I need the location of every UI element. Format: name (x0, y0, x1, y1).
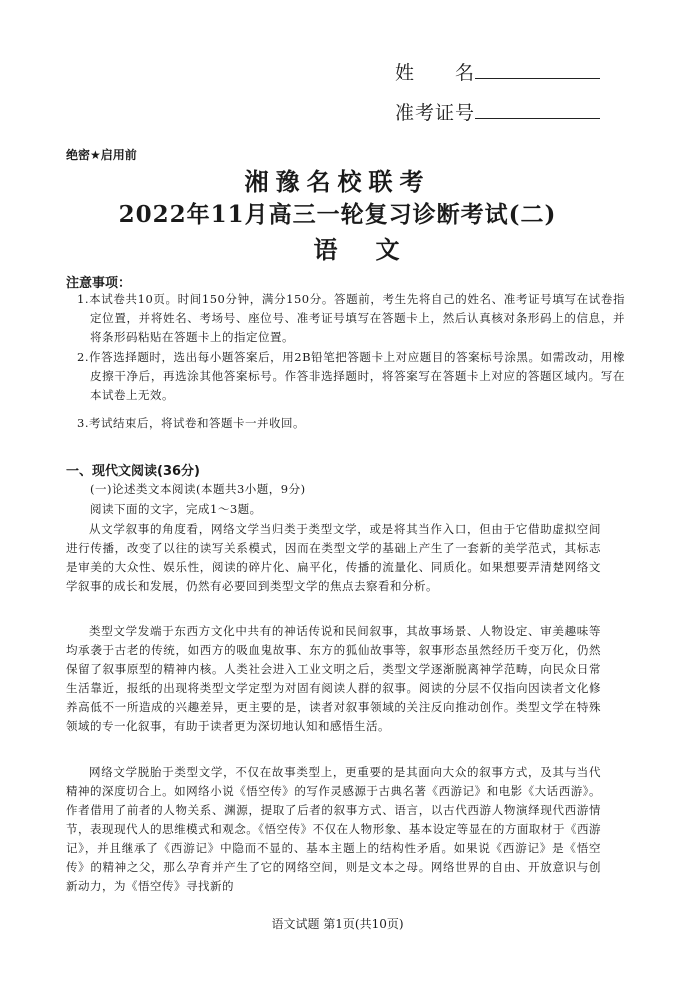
candidate-name-row (395, 58, 600, 85)
subsection-title: (一)论述类文本阅读(本题共3小题，9分) (90, 482, 306, 496)
paragraph: 类型文学发端于东西方文化中共有的神话传说和民间叙事，其故事场景、人物设定、审美趣味等均承袭于古老的传统，如西方的吸血鬼故事、东方的狐仙故事等，叙事形态虽然经历千变万化，仍然保留了叙事原型的精神内核。人类社会进入工业文明之后，类型文学逐渐脱离神学范畴，向民众日常生活靠近，报纸的出现将类型文学定型为对固有阅读人群的叙事。阅读的分层不仅指向因读者文化修养高低不一所造成的兴趣差异，更主要的是，读者对叙事领域的关注反向推动创作。类型文学在特殊领域的专一化叙事，有助于读者更为深切地认知和感悟生活。 (66, 624, 601, 733)
notice-item: 2.作答选择题时，选出每小题答案后，用2B铅笔把答题卡上对应题目的答案标号涂黑。如需改动，用橡皮擦干净后，再选涂其他答案标号。作答非选择题时，将答案写在答题卡上对应的答题区域内。写在本试卷上无效。 (77, 350, 625, 402)
confidential-mark: 绝密★启用前 (66, 148, 137, 162)
exam-title: 2022年11月高三一轮复习诊断考试(二) (118, 201, 557, 228)
name-blank[interactable] (475, 58, 600, 79)
section-title: 一、现代文阅读(36分) (66, 464, 200, 479)
instruction: 阅读下面的文字，完成1～3题。 (90, 502, 262, 516)
name-label: 姓 名 (395, 62, 476, 84)
notice-item: 3.考试结束后，将试卷和答题卡一并收回。 (77, 416, 305, 430)
exam-org-title: 湘豫名校联考 (244, 167, 431, 196)
id-label: 准考证号 (395, 102, 476, 124)
id-blank[interactable] (475, 98, 600, 119)
candidate-id-row (395, 98, 600, 125)
notice-item: 1.本试卷共10页。时间150分钟，满分150分。答题前，考生先将自己的姓名、准考证号填写在试卷指定位置，并将姓名、考场号、座位号、准考证号填写在答题卡上，然后认真核对条形码上的信息，并将条形码粘贴在答题卡上的指定位置。 (77, 292, 625, 344)
notice-title: 注意事项： (66, 276, 132, 291)
page-footer: 语文试题 第1页(共10页) (271, 917, 404, 931)
subject-title: 语文 (313, 235, 438, 264)
paragraph: 从文学叙事的角度看，网络文学当归类于类型文学，或是将其当作入口，但由于它借助虚拟空间进行传播，改变了以往的读写关系模式，因而在类型文学的基础上产生了一套新的美学范式，其标志是审美的大众性、娱乐性，阅读的碎片化、扁平化，传播的流量化、同质化。如果想要弄清楚网络文学叙事的成长和发展，仍然有必要回到类型文学的焦点去察看和分析。 (66, 522, 601, 593)
paragraph: 网络文学脱胎于类型文学，不仅在故事类型上，更重要的是其面向大众的叙事方式，及其与当代精神的深度切合上。如网络小说《悟空传》的写作灵感源于古典名著《西游记》和电影《大话西游》。作者借用了前者的人物关系、渊源，提取了后者的叙事方式、语言，以古代西游人物演绎现代西游情节，表现现代人的思维模式和观念。《悟空传》不仅在人物形象、基本设定等显在的方面取材于《西游记》，并且继承了《西游记》中隐而不显的、基本主题上的结构性矛盾。如果说《西游记》是《悟空传》的精神之父，那么孕育并产生了它的网络空间，则是文本之母。网络世界的自由、开放意识与创新动力，为《悟空传》寻找新的 (66, 765, 601, 893)
